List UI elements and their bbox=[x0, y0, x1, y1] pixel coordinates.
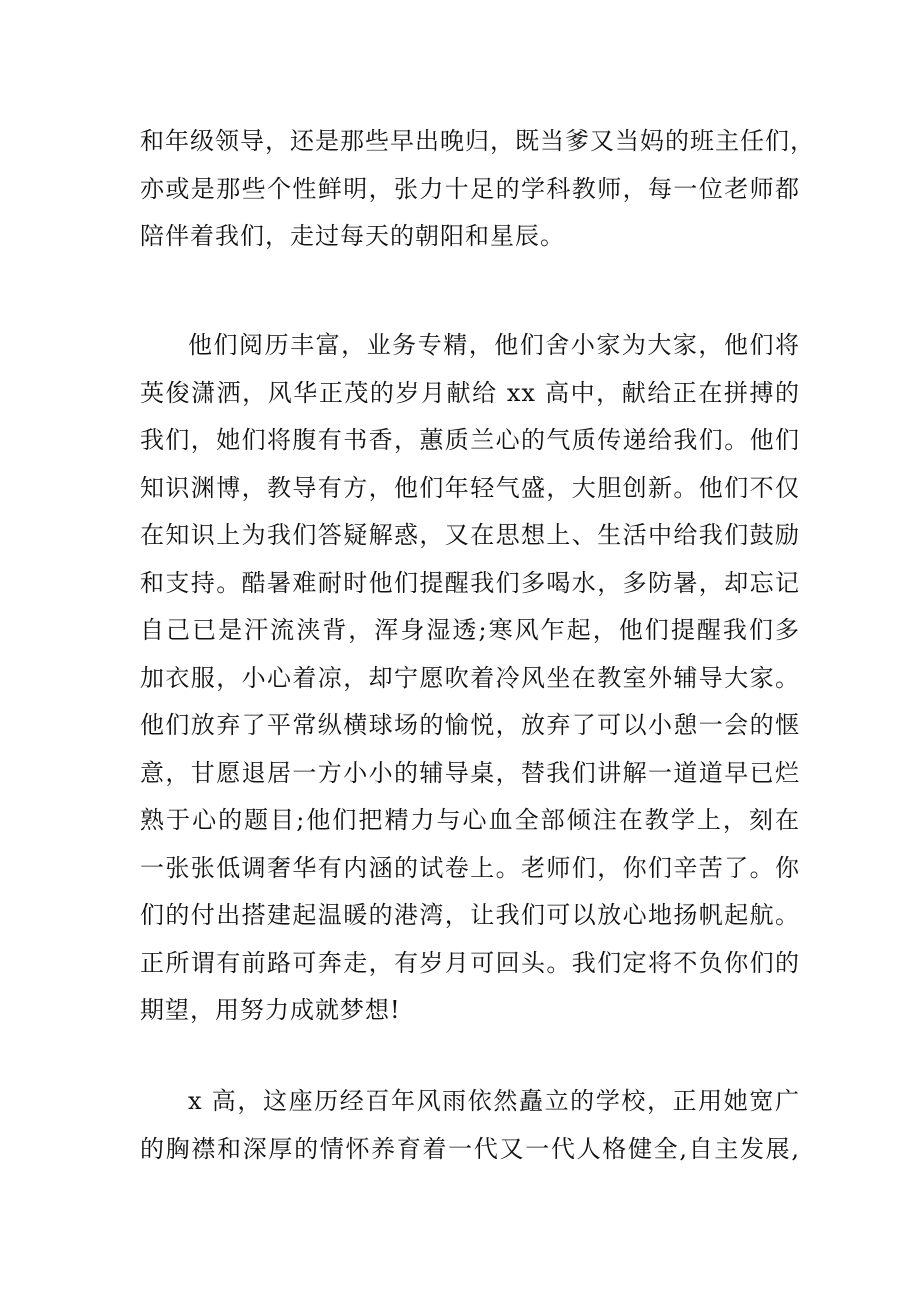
text-line: 意，甘愿退居一方小小的辅导桌，替我们讲解一道道早已烂 bbox=[140, 758, 800, 787]
text-line: 自己已是汗流浃背，浑身湿透;寒风乍起，他们提醒我们多 bbox=[140, 616, 800, 644]
text-line: x 高，这座历经百年风雨依然矗立的学校，正用她宽广 bbox=[188, 1087, 800, 1115]
paragraph-school-intro bbox=[140, 1078, 800, 1173]
text-line: 们的付出搭建起温暖的港湾，让我们可以放心地扬帆起航。 bbox=[140, 901, 800, 929]
paragraph-teachers-intro bbox=[140, 118, 815, 261]
text-line: 陪伴着我们，走过每天的朝阳和星辰。 bbox=[140, 222, 565, 250]
text-line: 正所谓有前路可奔走，有岁月可回头。我们定将不负你们的 bbox=[140, 948, 800, 977]
text-line: 在知识上为我们答疑解惑，又在思想上、生活中给我们鼓励 bbox=[140, 521, 800, 549]
text-line: 他们放弃了平常纵横球场的愉悦，放弃了可以小憩一会的惬 bbox=[140, 711, 800, 739]
text-line: 熟于心的题目;他们把精力与心血全部倾注在教学上，刻在 bbox=[140, 806, 800, 834]
text-line: 他们阅历丰富，业务专精，他们舍小家为大家，他们将 bbox=[188, 331, 800, 359]
text-line: 和年级领导，还是那些早出晚归，既当爹又当妈的班主任们， bbox=[140, 127, 815, 155]
text-line: 和支持。酷暑难耐时他们提醒我们多喝水，多防暑，却忘记 bbox=[140, 568, 800, 597]
text-line: 加衣服，小心着凉，却宁愿吹着冷风坐在教室外辅导大家。 bbox=[140, 663, 800, 692]
text-line: 亦或是那些个性鲜明，张力十足的学科教师，每一位老师都 bbox=[140, 174, 800, 203]
text-line: 一张张低调奢华有内涵的试卷上。老师们，你们辛苦了。你 bbox=[140, 853, 800, 882]
text-line: 知识渊博，教导有方，他们年轻气盛，大胆创新。他们不仅 bbox=[140, 473, 800, 502]
text-line: 的胸襟和深厚的情怀养育着一代又一代人格健全,自主发展, bbox=[140, 1134, 800, 1163]
paragraph-teachers-dedication bbox=[140, 322, 800, 1035]
text-line: 英俊潇洒，风华正茂的岁月献给 xx 高中，献给正在拼搏的 bbox=[140, 378, 800, 407]
text-line: 期望，用努力成就梦想! bbox=[140, 996, 401, 1024]
text-line: 我们，她们将腹有书香，蕙质兰心的气质传递给我们。他们 bbox=[140, 426, 800, 454]
